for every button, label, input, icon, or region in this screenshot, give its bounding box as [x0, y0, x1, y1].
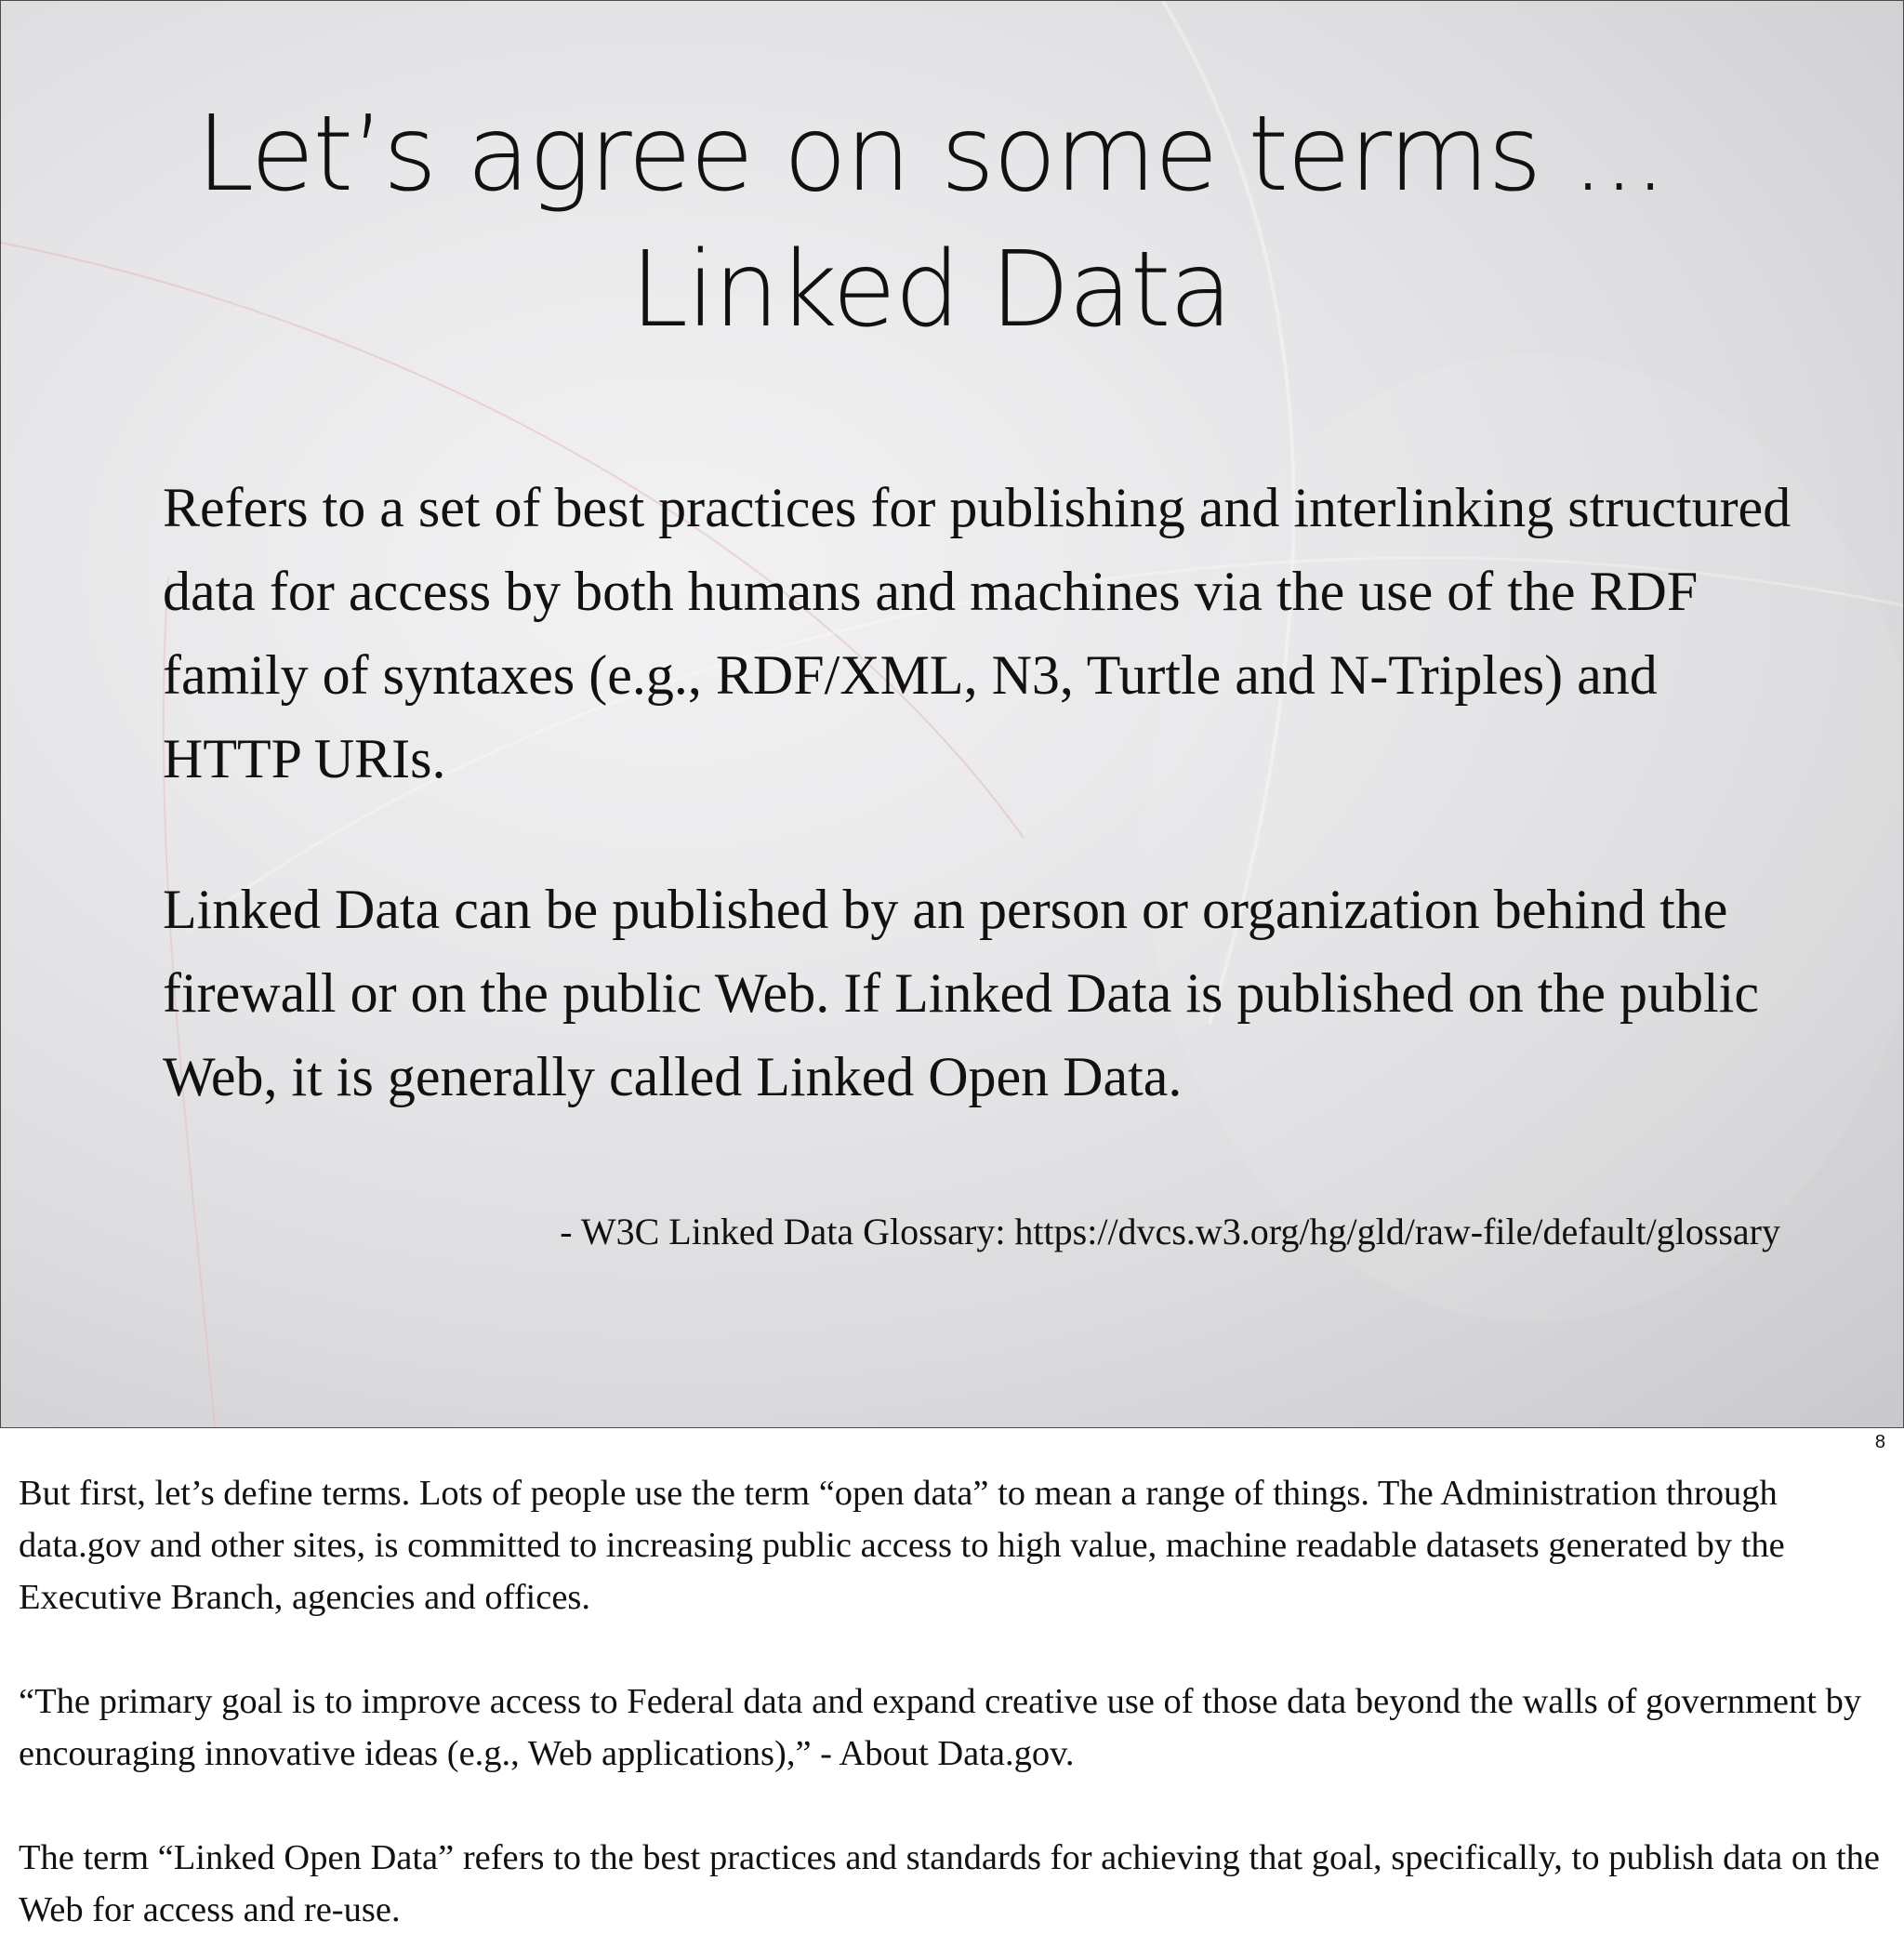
slide-title-line-1: Let’s agree on some terms ...: [196, 94, 1665, 215]
slide-title: [1, 86, 1860, 358]
slide-body: [163, 466, 1799, 1119]
notes-paragraph-1: But first, let’s define terms. Lots of people use the term “open data” to mean a range of things. The Administration through data.gov and other sites, is committed to increasing public access to high value, machine readable datasets generated by the Executive Branch, agencies and offices.: [19, 1474, 1785, 1617]
slide-citation: - W3C Linked Data Glossary: https://dvcs.w3.org/hg/gld/raw-file/default/glossary: [560, 1211, 1780, 1252]
slide-paragraph-1: Refers to a set of best practices for publishing and interlinking structured data for access by both humans and machines via the use of the RDF family of syntaxes (e.g., RDF/XML, N3, Turtle and N-Triples) and HTTP URIs.: [163, 477, 1792, 789]
speaker-notes: [19, 1467, 1887, 1934]
notes-paragraph-3: The term “Linked Open Data” refers to the best practices and standards for achieving that goal, specifically, to publish data on the Web for access and re-use.: [19, 1838, 1880, 1929]
slide-paragraph-2: Linked Data can be published by an person or organization behind the firewall or on the public Web. If Linked Data is published on the public Web, it is generally called Linked Open Data.: [163, 879, 1759, 1107]
notes-paragraph-2: “The primary goal is to improve access to Federal data and expand creative use of those data beyond the walls of government by encouraging innovative ideas (e.g., Web applications),” - About Data.gov.: [19, 1682, 1862, 1773]
slide-title-line-2: Linked Data: [629, 230, 1232, 351]
page-number: 8: [1874, 1432, 1885, 1452]
